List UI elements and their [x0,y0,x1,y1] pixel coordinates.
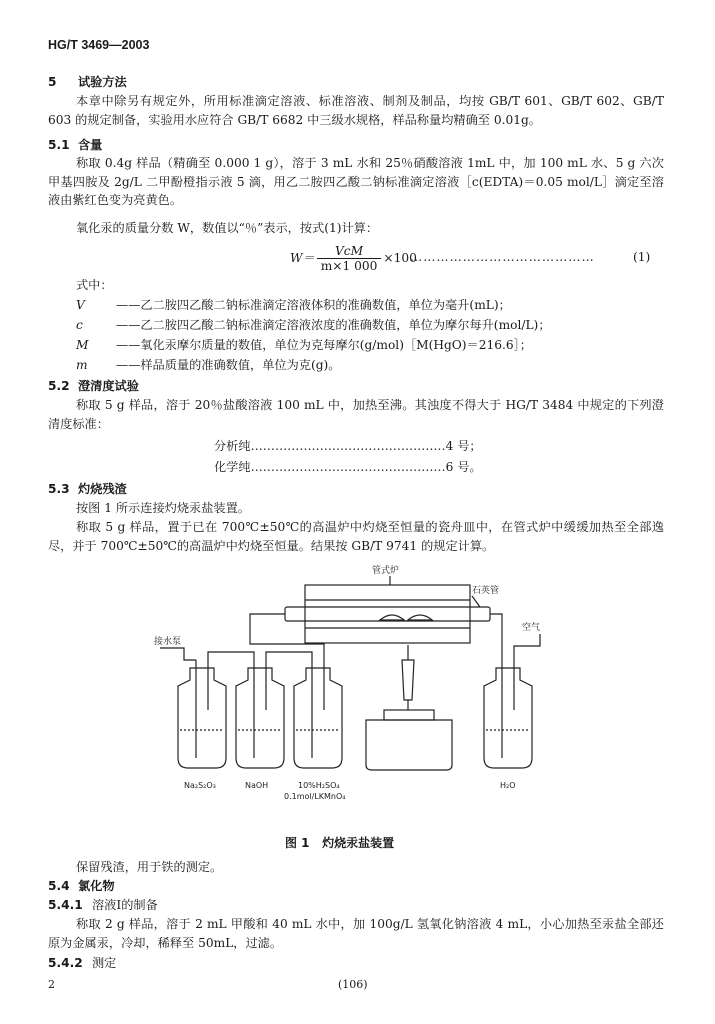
bottle-4-label: H₂O [500,781,516,790]
tube-connector [208,652,254,660]
section-number: 5.2 [48,379,70,393]
wash-bottle-2 [236,660,284,768]
section-title: 含量 [78,138,103,152]
grade-leader: ………………………………………… [250,460,446,474]
variable-row [76,316,551,333]
grade-label: 化学纯 [214,460,251,474]
section-5-1-procedure: 称取 0.4g 样品（精确至 0.000 1 g），溶于 3 mL 水和 25％硝酸溶液 1mL 中，加 100 mL 水、5 g 六次甲基四胺及 2g/L 二甲酚橙指示液 5 滴，用乙二胺四乙酸二钠标准滴定溶液［c(EDTA)＝0.05 mol/L］滴定至溶液由紫红色变为亮黄色。 [48,156,664,207]
section-number: 5.3 [48,482,70,496]
bottle-2-label: NaOH [245,781,269,790]
formula-lhs: W＝ [290,251,315,265]
subsection-number: 5.4.2 [48,956,83,970]
subsection-title: 溶液Ⅰ的制备 [92,898,158,912]
figure-caption [285,834,394,851]
section-5-4-1-procedure: 称取 2 g 样品，溶于 2 mL 甲酸和 40 mL 水中，加 100g/L 氢氧化钠溶液 4 mL，小心加热至汞盐全部还原为金属汞，冷却，稀释至 50mL，过滤。 [48,917,664,950]
grade-value: 4 号； [445,439,482,453]
variable-desc: ——样品质量的准确数值，单位为克(g)。 [116,358,341,372]
section-5-3-heading [48,480,127,497]
section-title: 灼烧残渣 [78,482,127,496]
section-5-3-procedure: 称取 5 g 样品，置于已在 700℃±50℃的高温炉中灼烧至恒量的瓷舟皿中，在管式炉中缓缓加热至全部逸尽，并于 700℃±50℃的高温炉中灼烧至恒量。结果按 GB/T 9741 的规定计算。 [48,520,664,553]
variable-row [76,336,532,353]
tube-connector [514,634,540,660]
subsection-title: 测定 [92,956,117,970]
clarity-grade-row [214,458,482,475]
porcelain-boat [408,615,432,620]
grade-leader: ………………………………………… [250,439,446,453]
tube-connector [490,614,502,660]
formula-leader: …………………………………… [410,250,595,264]
quartz-tube [285,607,490,621]
tube-connector [160,648,196,660]
section-title: 试验方法 [78,75,127,89]
tube-connector [266,652,312,660]
wash-bottle-4 [484,660,532,768]
porcelain-boat [380,615,404,620]
variable-desc: ——乙二胺四乙酸二钠标准滴定溶液体积的准确数值，单位为毫升(mL)； [116,298,511,312]
section-5-4-1-heading [48,896,158,913]
formula-fraction [317,244,382,273]
section-5-2-heading [48,377,139,394]
variable-row [76,356,341,373]
grade-value: 6 号。 [445,460,482,474]
variable-symbol: M [76,338,89,352]
tube-connector [250,614,300,644]
quartz-label: 石英管 [472,586,500,596]
page-number: 2 [48,978,55,991]
grade-label: 分析纯 [214,439,251,453]
apparatus-diagram [140,560,560,828]
bottle-1-label: Na₂S₂O₃ [184,781,216,790]
section-5-1-formula-intro: 氧化汞的质量分数 W，数值以“％”表示，按式(1)计算： [76,221,379,235]
section-5-2-procedure: 称取 5 g 样品，溶于 20％盐酸溶液 100 mL 中，加热至沸。其浊度不得大于 HG/T 3484 中规定的下列澄清度标准： [48,398,664,431]
section-title: 澄清度试验 [78,379,139,393]
variable-symbol: c [76,318,83,332]
burner-base [384,710,434,720]
residue-note: 保留残渣，用于铁的测定。 [76,860,223,874]
section-5-heading [48,73,127,90]
formula-number: (1) [633,250,651,264]
tube-furnace [305,585,470,643]
section-5-4-2-heading [48,954,116,971]
section-title: 氯化物 [78,879,115,893]
subsection-number: 5.4.1 [48,898,83,912]
formula-numerator: VcM [317,244,382,259]
section-number: 5.4 [48,879,70,893]
formula-denominator: m×1 000 [320,259,378,273]
figure-number: 图 1 [285,836,310,850]
formula-times: ×100 [383,251,417,265]
variable-desc: ——氧化汞摩尔质量的数值，单位为克每摩尔(g/mol)［M(HgO)＝216.6］； [116,338,532,352]
section-5-4-heading [48,877,115,894]
burner [402,660,414,700]
quartz-label-leader [472,596,480,607]
standard-header: HG/T 3469—2003 [48,38,150,52]
furnace-label: 管式炉 [372,566,400,576]
variable-symbol: V [76,298,85,312]
section-5-intro: 本章中除另有规定外，所用标准滴定溶液、标准溶液、制剂及制品，均按 GB/T 601、GB/T 602、GB/T 603 的规定制备，实验用水应符合 GB/T 6682 中三级水规格，样品称量均精确至 0.01g。 [48,94,664,127]
figure-title: 灼烧汞盐装置 [322,836,395,850]
heater-stand [366,720,452,770]
section-5-3-setup: 按图 1 所示连接灼烧汞盐装置。 [76,501,250,515]
where-label: 式中： [76,278,113,292]
bottle-3-label-line1: 10%H₂SO₄ [298,781,340,790]
section-number: 5.1 [48,138,70,152]
section-5-1-heading [48,136,102,153]
variable-desc: ——乙二胺四乙酸二钠标准滴定溶液浓度的准确数值，单位为摩尔每升(mol/L)； [116,318,551,332]
formula-1 [290,244,417,273]
pump-label: 接水泵 [154,637,182,647]
wash-bottle-3 [294,660,342,768]
bottle-3-label-line2: 0.1mol/LKMnO₄ [284,792,346,801]
variable-row [76,296,511,313]
air-label: 空气 [522,623,541,633]
sequence-number: (106) [338,978,368,991]
wash-bottle-1 [178,660,226,768]
section-number: 5 [48,75,57,89]
clarity-grade-row [214,437,482,454]
variable-symbol: m [76,358,88,372]
